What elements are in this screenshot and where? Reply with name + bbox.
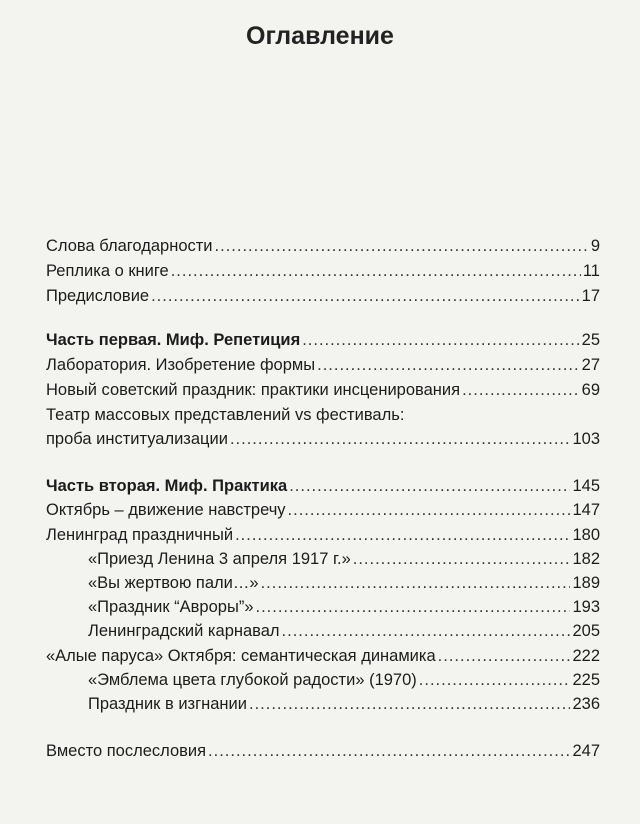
toc-entry-title: «Алые паруса» Октября: семантическая динамика <box>46 647 436 665</box>
toc-entry-page: 103 <box>572 430 600 448</box>
toc-entry-page: 225 <box>572 671 600 689</box>
leader-dots <box>249 694 570 714</box>
leader-dots <box>289 476 570 496</box>
toc-part-heading <box>46 330 600 350</box>
toc-entry-title: Часть первая. Миф. Репетиция <box>46 331 301 349</box>
leader-dots <box>438 646 571 666</box>
toc-part-heading <box>46 476 600 496</box>
toc-entry <box>46 380 600 400</box>
toc-entry-page: 11 <box>582 262 600 280</box>
leader-dots <box>317 355 580 375</box>
toc-entry-title: Реплика о книге <box>46 262 169 280</box>
toc-entry <box>46 355 600 375</box>
leader-dots <box>353 549 571 569</box>
leader-dots <box>235 525 570 545</box>
toc-entry <box>46 741 600 761</box>
toc-entry-title: Театр массовых представлений vs фестиваль: <box>46 406 405 424</box>
toc-entry-title: Праздник в изгнании <box>88 695 247 713</box>
toc-subentry <box>88 573 600 593</box>
toc-entry <box>46 500 600 520</box>
toc-entry-title: «Праздник “Авроры”» <box>88 598 254 616</box>
toc-entry-page: 222 <box>572 647 600 665</box>
toc-subentry <box>88 621 600 641</box>
toc-entry-page: 145 <box>572 477 600 495</box>
toc-entry-title: Ленинградский карнавал <box>88 622 280 640</box>
toc-entry-page: 27 <box>581 356 600 374</box>
leader-dots <box>208 741 570 761</box>
toc-subentry <box>88 694 600 714</box>
toc-entry-title: Часть вторая. Миф. Практика <box>46 477 288 495</box>
toc-entry <box>46 236 600 256</box>
toc-subentry <box>88 549 600 569</box>
leader-dots <box>282 621 571 641</box>
toc-entry-title: проба институализации <box>46 430 228 448</box>
leader-dots <box>256 597 571 617</box>
toc-entry <box>46 261 600 281</box>
toc-entry-title: Лаборатория. Изобретение формы <box>46 356 316 374</box>
toc-entry-title: «Приезд Ленина 3 апреля 1917 г.» <box>88 550 351 568</box>
leader-dots <box>288 500 571 520</box>
toc-subentry <box>88 597 600 617</box>
toc-entry-page: 180 <box>572 526 600 544</box>
toc-entry-title: Слова благодарности <box>46 237 213 255</box>
toc-entry <box>46 525 600 545</box>
leader-dots <box>215 236 589 256</box>
leader-dots <box>230 429 571 449</box>
leader-dots <box>171 261 581 281</box>
toc-entry-page: 147 <box>572 501 600 519</box>
toc-entry-page: 69 <box>581 381 600 399</box>
toc-entry-page: 182 <box>572 550 600 568</box>
toc-entry-page: 236 <box>572 695 600 713</box>
toc-entry-page: 17 <box>581 287 600 305</box>
leader-dots <box>419 670 571 690</box>
toc-entry-page: 189 <box>572 574 600 592</box>
toc-entry-title: Предисловие <box>46 287 150 305</box>
toc-entry-title: Вместо послесловия <box>46 742 207 760</box>
leader-dots <box>261 573 571 593</box>
toc-entry-title: Новый советский праздник: практики инсценирования <box>46 381 461 399</box>
leader-dots <box>151 286 580 306</box>
toc-entry-page: 193 <box>572 598 600 616</box>
toc-entry <box>46 429 600 449</box>
toc-entry <box>46 646 600 666</box>
toc-entry-title: «Вы жертвою пали…» <box>88 574 259 592</box>
toc-entry-title: Ленинград праздничный <box>46 526 234 544</box>
toc-entry-title: Октябрь – движение навстречу <box>46 501 286 519</box>
toc-entry <box>46 286 600 306</box>
toc-entry-page: 25 <box>581 331 600 349</box>
page-title: Оглавление <box>246 22 394 50</box>
leader-dots <box>302 330 579 350</box>
toc-entry-title: «Эмблема цвета глубокой радости» (1970) <box>88 671 417 689</box>
toc-subentry <box>88 670 600 690</box>
toc-entry-page: 9 <box>590 237 600 255</box>
toc-entry-page: 247 <box>572 742 600 760</box>
leader-dots <box>462 380 580 400</box>
toc-entry-page: 205 <box>572 622 600 640</box>
toc-entry-line <box>46 405 600 425</box>
